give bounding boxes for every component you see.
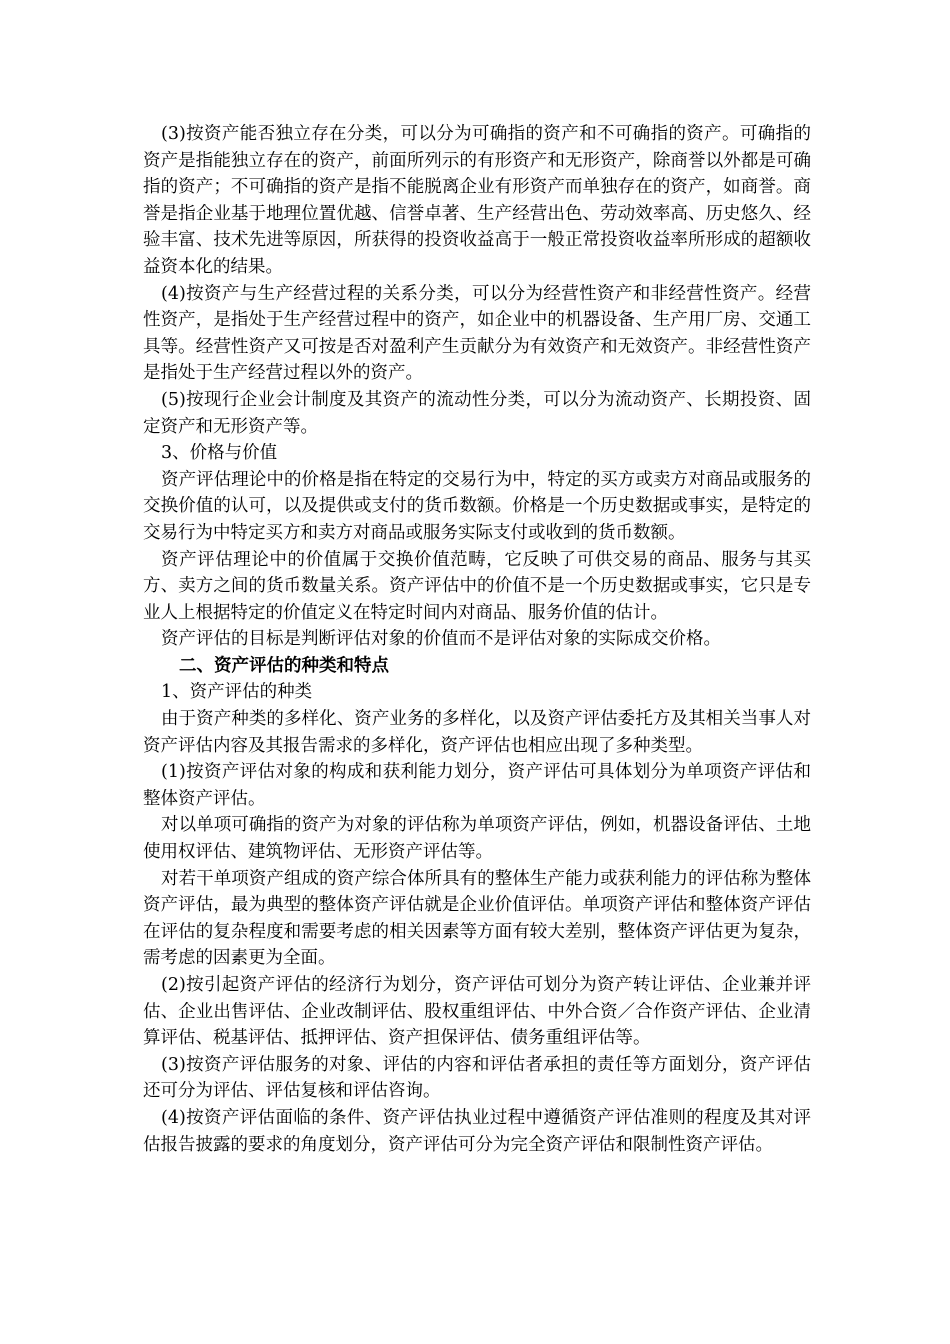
paragraph: (5)按现行企业会计制度及其资产的流动性分类，可以分为流动资产、长期投资、固定资产和无形资产等。 [143, 389, 811, 437]
paragraph: 资产评估理论中的价格是指在特定的交易行为中，特定的买方或卖方对商品或服务的交换价值的认可，以及提供或支付的货币数额。价格是一个历史数据或事实，是特定的交易行为中特定买方和卖方对商品或服务实际支付或收到的货币数额。 [143, 469, 811, 543]
paragraph: 对若干单项资产组成的资产综合体所具有的整体生产能力或获利能力的评估称为整体资产评估，最为典型的整体资产评估就是企业价值评估。单项资产评估和整体资产评估在评估的复杂程度和需要考虑的相关因素等方面有较大差别，整体资产评估更为复杂，需考虑的因素更为全面。 [143, 868, 811, 969]
document-body [143, 121, 811, 1158]
paragraph: (3)按资产评估服务的对象、评估的内容和评估者承担的责任等方面划分，资产评估还可分为评估、评估复核和评估咨询。 [143, 1054, 811, 1102]
paragraph: 资产评估的目标是判断评估对象的价值而不是评估对象的实际成交价格。 [161, 629, 721, 650]
subsection-title: 1、资产评估的种类 [161, 682, 313, 703]
paragraph: (2)按引起资产评估的经济行为划分，资产评估可划分为资产转让评估、企业兼并评估、企业出售评估、企业改制评估、股权重组评估、中外合资／合作资产评估、企业清算评估、税基评估、抵押评估、资产担保评估、债务重组评估等。 [143, 975, 811, 1049]
paragraph: (3)按资产能否独立存在分类，可以分为可确指的资产和不可确指的资产。可确指的资产是指能独立存在的资产，前面所列示的有形资产和无形资产，除商誉以外都是可确指的资产；不可确指的资产是指不能脱离企业有形资产而单独存在的资产，如商誉。商誉是指企业基于地理位置优越、信誉卓著、生产经营出色、劳动效率高、历史悠久、经验丰富、技术先进等原因，所获得的投资收益高于一般正常投资收益率所形成的超额收益资本化的结果。 [143, 124, 811, 277]
paragraph: 资产评估理论中的价值属于交换价值范畴，它反映了可供交易的商品、服务与其买方、卖方之间的货币数量关系。资产评估中的价值不是一个历史数据或事实，它只是专业人上根据特定的价值定义在特定时间内对商品、服务价值的估计。 [143, 549, 811, 623]
paragraph: (4)按资产与生产经营过程的关系分类，可以分为经营性资产和非经营性资产。经营性资产，是指处于生产经营过程中的资产，如企业中的机器设备、生产用厂房、交通工具等。经营性资产又可按是否对盈利产生贡献分为有效资产和无效资产。非经营性资产是指处于生产经营过程以外的资产。 [143, 283, 811, 384]
paragraph: 由于资产种类的多样化、资产业务的多样化，以及资产评估委托方及其相关当事人对资产评估内容及其报告需求的多样化，资产评估也相应出现了多种类型。 [143, 709, 811, 756]
paragraph: (4)按资产评估面临的条件、资产评估执业过程中遵循资产评估准则的程度及其对评估报告披露的要求的角度划分，资产评估可分为完全资产评估和限制性资产评估。 [143, 1107, 811, 1155]
subsection-title: 3、价格与价值 [161, 443, 278, 464]
section-heading: 二、资产评估的种类和特点 [179, 655, 389, 676]
paragraph: (1)按资产评估对象的构成和获利能力划分，资产评估可具体划分为单项资产评估和整体资产评估。 [143, 762, 811, 809]
paragraph: 对以单项可确指的资产为对象的评估称为单项资产评估，例如，机器设备评估、土地使用权评估、建筑物评估、无形资产评估等。 [143, 815, 811, 863]
